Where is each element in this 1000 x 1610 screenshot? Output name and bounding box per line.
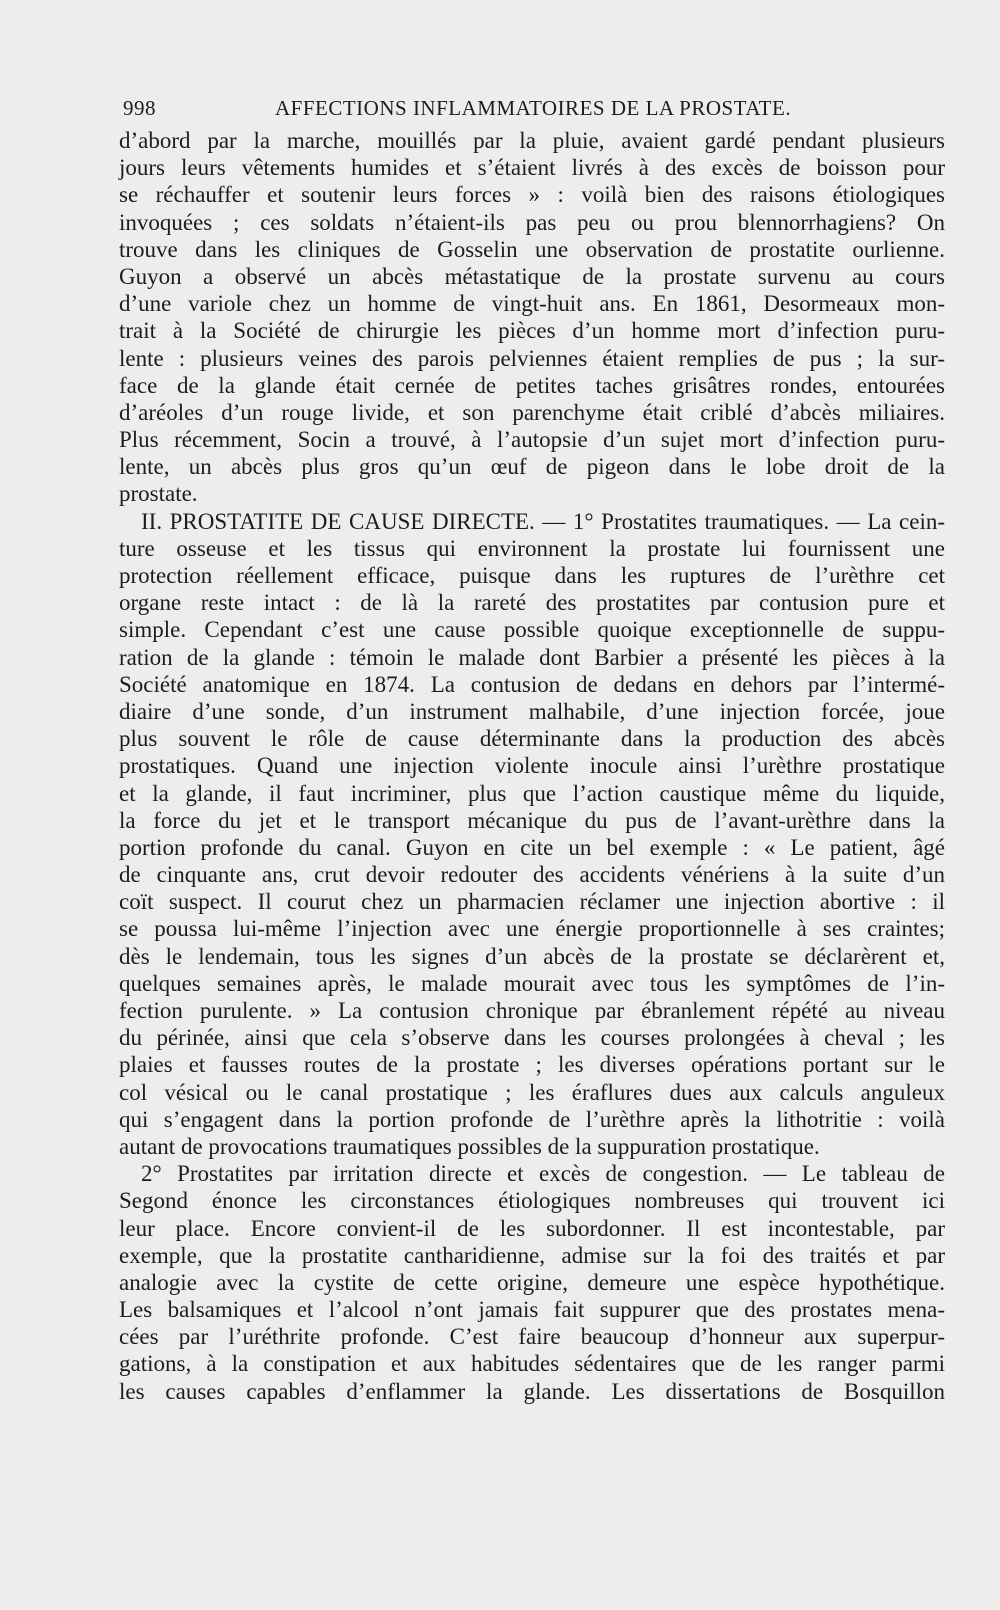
text-line: Les balsamiques et l’alcool n’ont jamais fait suppurer que des prostates mena- xyxy=(119,1297,945,1323)
text-line: Segond énonce les circonstances étiologiques nombreuses qui trouvent ici xyxy=(119,1188,945,1214)
text-line: organe reste intact : de là la rareté des prostatites par contusion pure et xyxy=(119,590,945,616)
body-text xyxy=(119,127,945,1405)
text-line: plaies et fausses routes de la prostate ; les diverses opérations portant sur le xyxy=(119,1052,945,1078)
text-line: d’abord par la marche, mouillés par la pluie, avaient gardé pendant plusieurs xyxy=(119,128,945,153)
text-line: face de la glande était cernée de petites taches grisâtres rondes, entourées xyxy=(119,372,945,398)
text-line: ture osseuse et les tissus qui environnent la prostate lui fournissent une xyxy=(119,535,945,561)
text-line: simple. Cependant c’est une cause possible quoique exceptionnelle de suppu- xyxy=(119,617,945,643)
running-head xyxy=(123,96,923,126)
text-line: coït suspect. Il courut chez un pharmacien réclamer une injection abortive : il xyxy=(119,889,945,915)
text-line: fection purulente. » La contusion chronique par ébranlement répété au niveau xyxy=(119,998,945,1023)
running-title: AFFECTIONS INFLAMMATOIRES DE LA PROSTATE. xyxy=(275,96,792,120)
page-number: 998 xyxy=(123,96,156,120)
text-line: la force du jet et le transport mécanique du pus de l’avant-urèthre dans la xyxy=(119,807,945,833)
text-line: les causes capables d’enflammer la glande. Les dissertations de Bosquillon xyxy=(119,1378,945,1404)
text-line: d’une variole chez un homme de vingt-huit ans. En 1861, Desormeaux mon- xyxy=(119,291,945,317)
text-line: du périnée, ainsi que cela s’observe dans les courses prolongées à cheval ; les xyxy=(119,1025,945,1051)
text-line: invoquées ; ces soldats n’étaient-ils pas peu ou prou blennorrhagiens? On xyxy=(119,209,945,235)
text-line: Guyon a observé un abcès métastatique de la prostate survenu au cours xyxy=(119,263,945,289)
text-line: Société anatomique en 1874. La contusion de dedans en dehors par l’intermé- xyxy=(119,671,945,697)
text-line: prostatiques. Quand une injection violente inocule ainsi l’urèthre prostatique xyxy=(119,753,945,779)
text-line: cées par l’uréthrite profonde. C’est faire beaucoup d’honneur aux superpur- xyxy=(119,1324,945,1350)
text-line: lente, un abcès plus gros qu’un œuf de pigeon dans le lobe droit de la xyxy=(119,454,945,480)
text-line: lente : plusieurs veines des parois pelviennes étaient remplies de pus ; la sur- xyxy=(119,345,945,371)
text-line: et la glande, il faut incriminer, plus que l’action caustique même du liquide, xyxy=(119,780,945,806)
text-line: prostate. xyxy=(119,481,198,507)
text-line: protection réellement efficace, puisque dans les ruptures de l’urèthre cet xyxy=(119,563,945,588)
text-line: autant de provocations traumatiques possibles de la suppuration prostatique. xyxy=(119,1133,820,1159)
text-line: se poussa lui-même l’injection avec une énergie proportionnelle à ses craintes; xyxy=(119,916,945,942)
text-line: leur place. Encore convient-il de les subordonner. Il est incontestable, par xyxy=(119,1215,945,1241)
text-line: Plus récemment, Socin a trouvé, à l’autopsie d’un sujet mort d’infection puru- xyxy=(119,427,945,453)
text-line: jours leurs vêtements humides et s’étaient livrés à des excès de boisson pour xyxy=(119,155,945,181)
text-line: gations, à la constipation et aux habitudes sédentaires que de les ranger parmi xyxy=(119,1351,945,1377)
text-line: 2° Prostatites par irritation directe et excès de congestion. — Le tableau de xyxy=(141,1161,945,1187)
text-line: se réchauffer et soutenir leurs forces » : voilà bien des raisons étiologiques xyxy=(119,182,945,208)
text-line: ration de la glande : témoin le malade dont Barbier a présenté les pièces à la xyxy=(119,644,945,670)
text-line: diaire d’une sonde, d’un instrument malhabile, d’une injection forcée, joue xyxy=(119,698,945,724)
text-line: de cinquante ans, crut devoir redouter des accidents vénériens à la suite d’un xyxy=(119,862,945,888)
text-line: dès le lendemain, tous les signes d’un abcès de la prostate se déclarèrent et, xyxy=(119,943,945,969)
text-line: exemple, que la prostatite cantharidienne, admise sur la foi des traités et par xyxy=(119,1242,945,1268)
text-line: analogie avec la cystite de cette origine, demeure une espèce hypothétique. xyxy=(119,1269,945,1295)
text-line: quelques semaines après, le malade mourait avec tous les symptômes de l’in- xyxy=(119,970,945,996)
text-line: II. PROSTATITE DE CAUSE DIRECTE. — 1° Prostatites traumatiques. — La cein- xyxy=(141,508,945,534)
text-line: d’aréoles d’un rouge livide, et son parenchyme était criblé d’abcès miliaires. xyxy=(119,399,945,425)
text-line: plus souvent le rôle de cause déterminante dans la production des abcès xyxy=(119,726,945,752)
text-line: qui s’engagent dans la portion profonde de l’urèthre après la lithotritie : voilà xyxy=(119,1106,945,1132)
text-line: trouve dans les cliniques de Gosselin une observation de prostatite ourlienne. xyxy=(119,236,945,262)
text-line: col vésical ou le canal prostatique ; les éraflures dues aux calculs anguleux xyxy=(119,1079,945,1105)
text-line: portion profonde du canal. Guyon en cite un bel exemple : « Le patient, âgé xyxy=(119,834,945,860)
text-line: trait à la Société de chirurgie les pièces d’un homme mort d’infection puru- xyxy=(119,318,945,344)
